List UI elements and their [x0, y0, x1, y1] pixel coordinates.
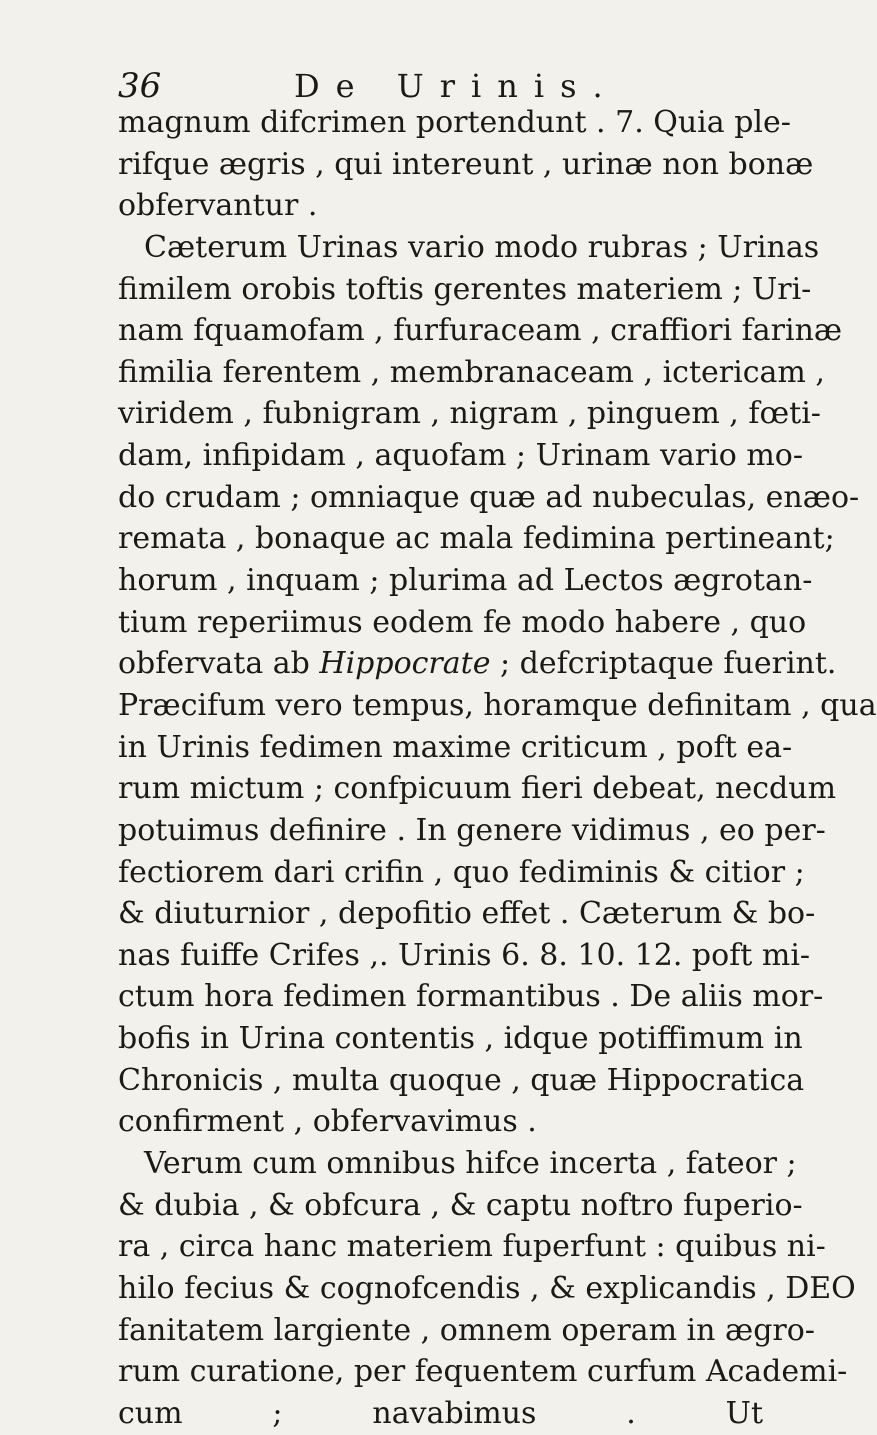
- text-line: bofis in Urina contentis , idque potiffimum in: [118, 1021, 803, 1057]
- text-line: dam, infipidam , aquofam ; Urinam vario mo-: [118, 438, 803, 474]
- text-line: horum , inquam ; plurima ad Lectos ægrotan-: [118, 563, 813, 599]
- text-line: remata , bonaque ac mala fedimina pertineant;: [118, 521, 835, 557]
- text-line: rum mictum ; confpicuum fieri debeat, necdum: [118, 771, 837, 807]
- body-text: [118, 102, 877, 1435]
- text-line: & diuturnior , depofitio effet . Cæterum & bo-: [118, 896, 816, 932]
- text-line: fimilem orobis toftis gerentes materiem ; Uri-: [118, 271, 812, 307]
- text-line: confirment , obfervavimus .: [118, 1104, 537, 1140]
- page-number: 36: [118, 66, 162, 106]
- text-line: ra , circa hanc materiem fuperfunt : quibus ni-: [118, 1229, 826, 1265]
- text-line: tium reperiimus eodem fe modo habere , quo: [118, 604, 807, 640]
- text-line: rifque ægris , qui intereunt , urinæ non bonæ: [118, 146, 814, 182]
- text-line: nas fuiffe Crifes ,. Urinis 6. 8. 10. 12. poft mi-: [118, 937, 811, 973]
- text-line: hilo fecius & cognofcendis , & explicandis , DEO: [118, 1270, 856, 1306]
- text-line: Præcifum vero tempus, horamque definitam , qua: [118, 687, 877, 723]
- running-head: De Urinis.: [294, 67, 619, 105]
- text-line: Cæterum Urinas vario modo rubras ; Urinas: [144, 229, 820, 265]
- text-line: Verum cum omnibus hifce incerta , fateor ;: [144, 1146, 797, 1182]
- text-line: cum ; navabimus . Ut: [118, 1395, 763, 1431]
- text-line: ctum hora fedimen formantibus . De aliis mor-: [118, 979, 824, 1015]
- text-line: in Urinis fedimen maxime criticum , poft ea-: [118, 729, 793, 765]
- text-line: do crudam ; omniaque quæ ad nubeculas, enæo-: [118, 479, 860, 515]
- text-line: viridem , fubnigram , nigram , pinguem , fœti-: [118, 396, 821, 432]
- text-line: nam fquamofam , furfuraceam , craffiori farinæ: [118, 313, 843, 349]
- text-line: fanitatem largiente , omnem operam in ægro-: [118, 1312, 815, 1348]
- text-line: magnum difcrimen portendunt . 7. Quia ple-: [118, 105, 791, 140]
- text-line: obfervata ab Hippocrate ; defcriptaque fuerint.: [118, 646, 837, 682]
- text-line: potuimus definire . In genere vidimus , eo per-: [118, 812, 826, 848]
- text-line: Chronicis , multa quoque , quæ Hippocratica: [118, 1062, 805, 1098]
- text-line: fectiorem dari crifin , quo fediminis & citior ;: [118, 854, 805, 890]
- text-line: rum curatione, per fequentem curfum Academi-: [118, 1354, 848, 1390]
- italic-name: Hippocrate: [319, 646, 491, 682]
- text-line: & dubia , & obfcura , & captu noftro fuperio-: [118, 1187, 803, 1223]
- text-line: obfervantur .: [118, 188, 318, 224]
- text-line: fimilia ferentem , membranaceam , ictericam ,: [118, 354, 825, 390]
- page-header: [118, 66, 758, 106]
